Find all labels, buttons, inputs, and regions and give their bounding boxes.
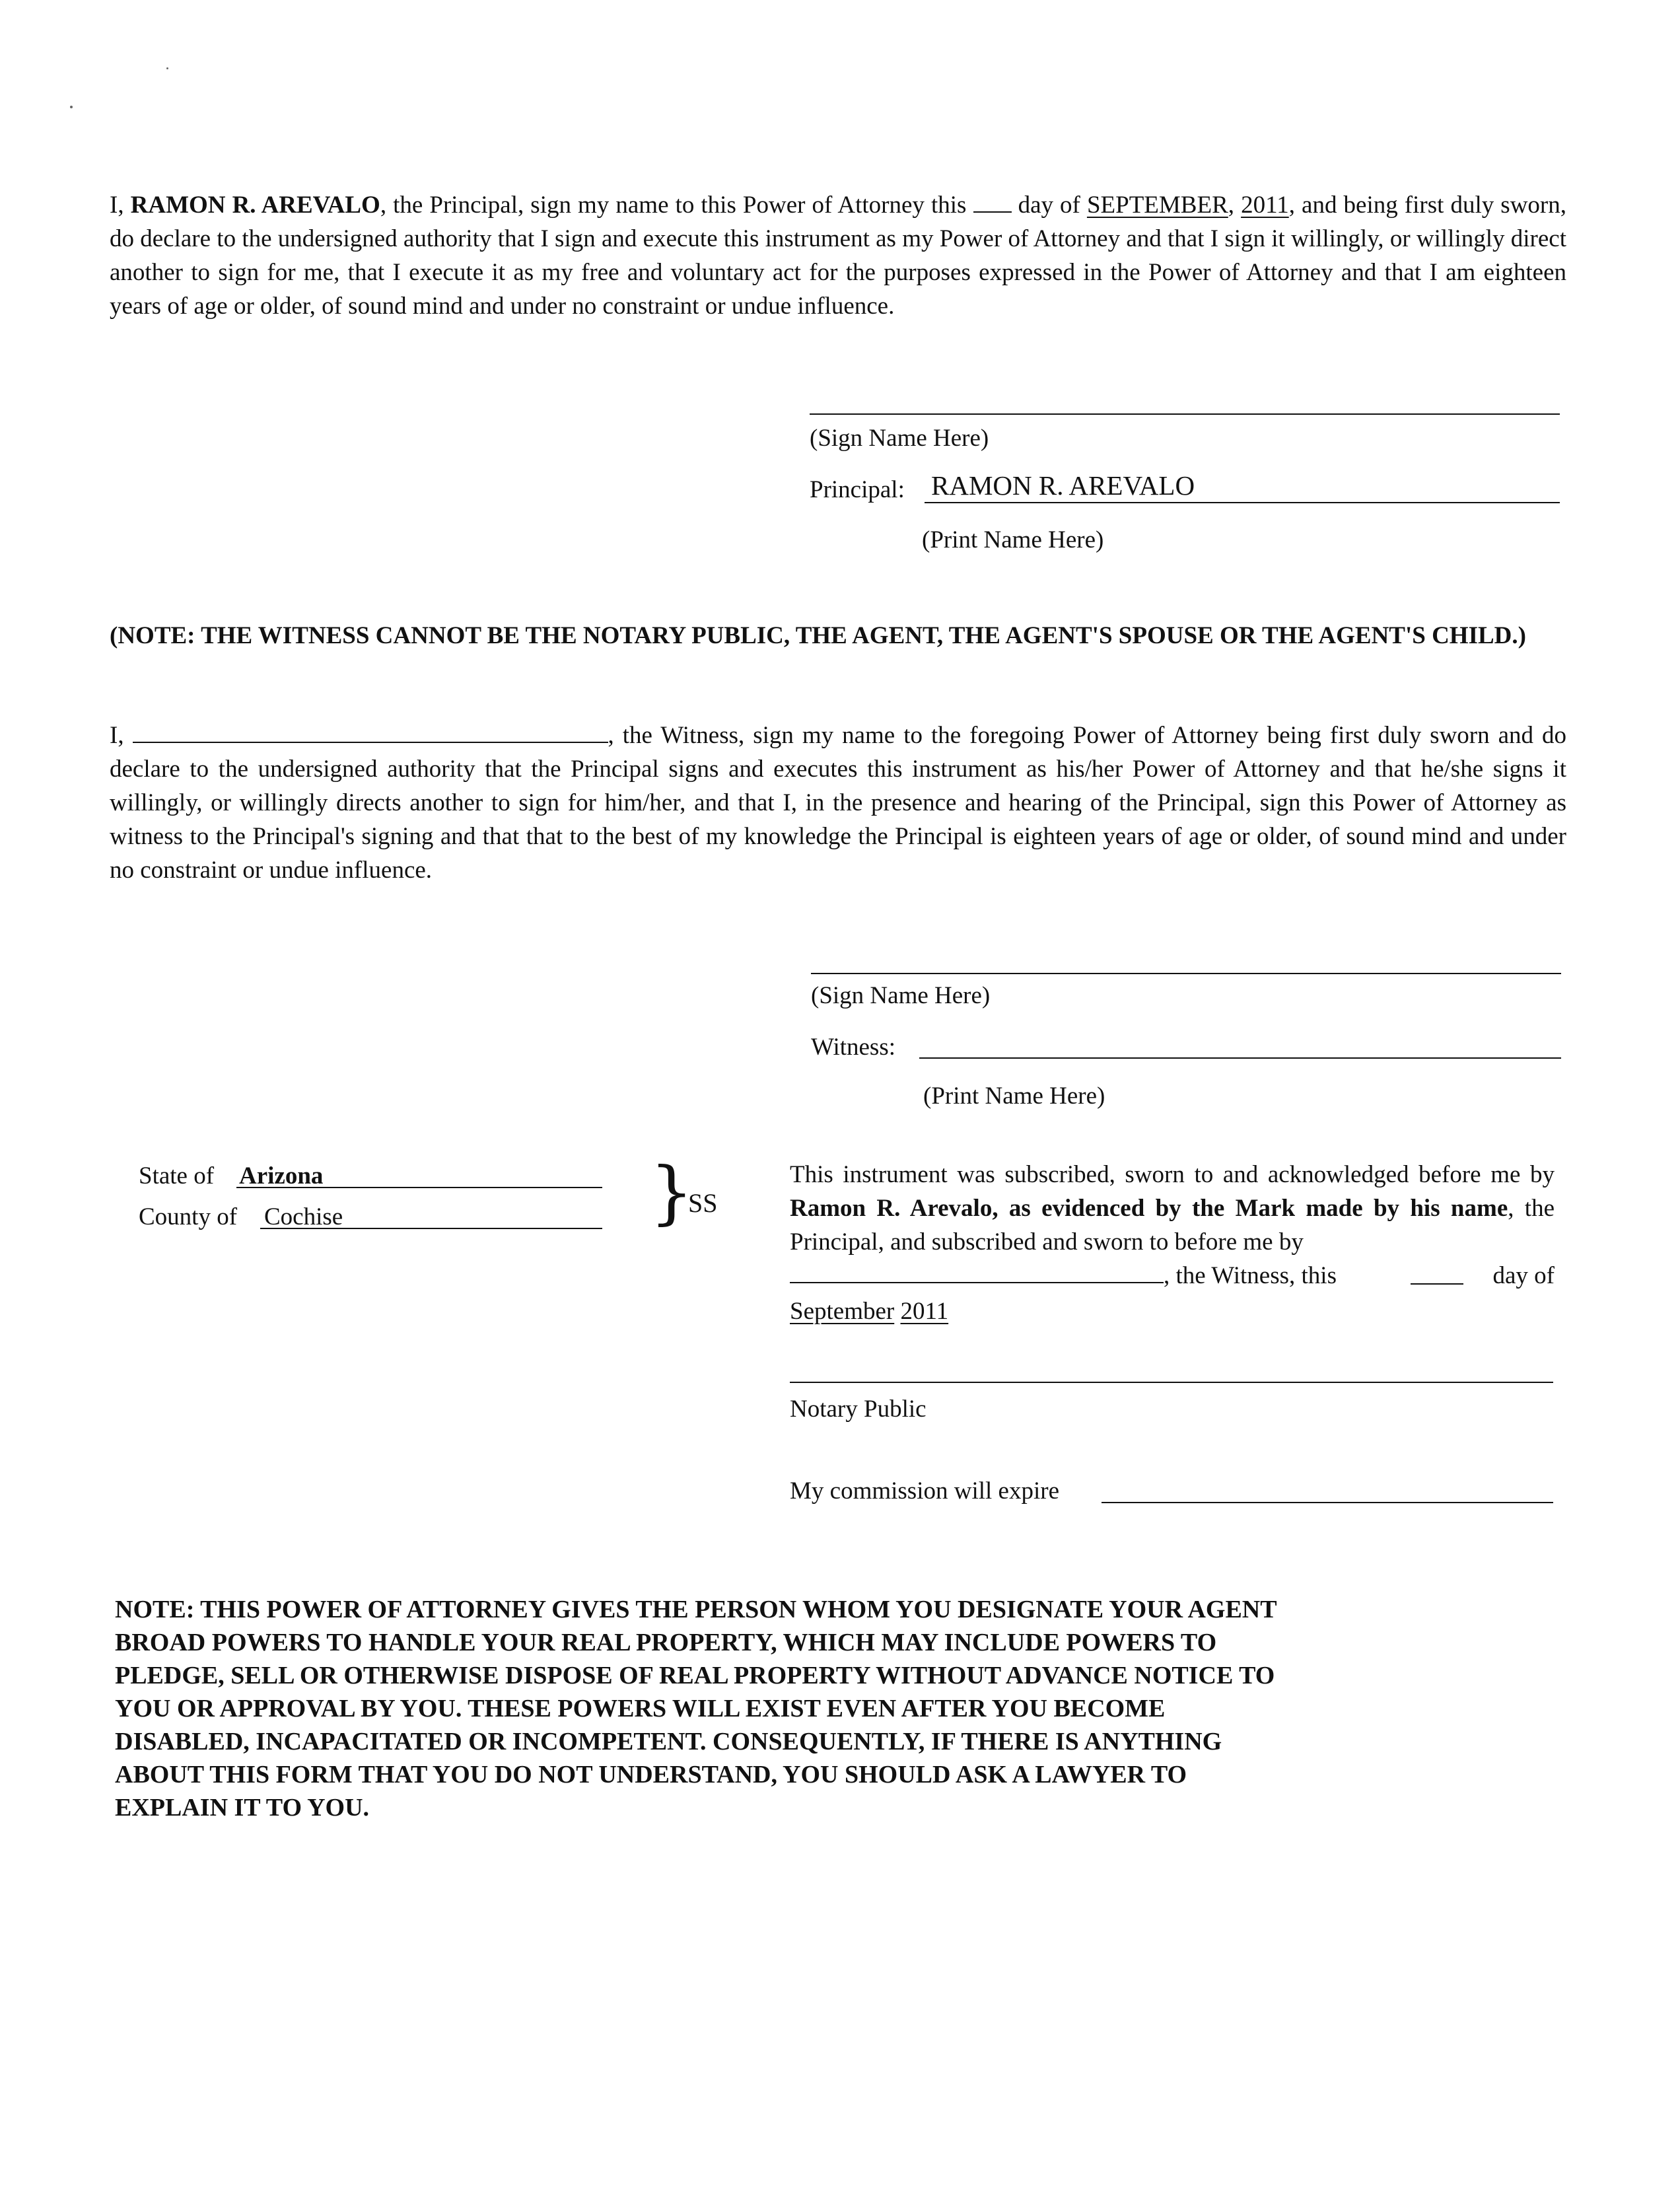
month-field: SEPTEMBER: [1086, 192, 1228, 219]
principal-signature-line[interactable]: [810, 413, 1560, 415]
county-label: County of: [139, 1203, 238, 1230]
witness-label: Witness:: [811, 1034, 896, 1061]
notary-date: [790, 1294, 948, 1328]
principal-sign-label: (Sign Name Here): [810, 425, 989, 452]
commission-label: My commission will expire: [790, 1477, 1059, 1505]
final-note-line: PLEDGE, SELL OR OTHERWISE DISPOSE OF REAL PROPERTY WITHOUT ADVANCE NOTICE TO: [115, 1662, 1275, 1689]
notary-witness-blank[interactable]: [790, 1261, 1164, 1283]
final-note-line: ABOUT THIS FORM THAT YOU DO NOT UNDERSTAND, YOU SHOULD ASK A LAWYER TO: [115, 1761, 1187, 1789]
scan-speck: [70, 106, 73, 108]
witness-name-blank[interactable]: [133, 721, 608, 743]
county-line[interactable]: [260, 1228, 602, 1229]
principal-print-line[interactable]: [925, 502, 1560, 503]
notary-signature-line[interactable]: [790, 1382, 1553, 1383]
state-label: State of: [139, 1162, 215, 1189]
notary-day-blank[interactable]: [1411, 1263, 1463, 1285]
witness-signature-line[interactable]: [811, 973, 1561, 974]
scan-speck: [166, 67, 168, 69]
final-note-line: NOTE: THIS POWER OF ATTORNEY GIVES THE PERSON WHOM YOU DESIGNATE YOUR AGENT: [115, 1596, 1277, 1623]
witness-note: (NOTE: THE WITNESS CANNOT BE THE NOTARY PUBLIC, THE AGENT, THE AGENT'S SPOUSE OR THE AGENT'S CHILD.): [110, 622, 1526, 649]
final-note-line: DISABLED, INCAPACITATED OR INCOMPETENT. CONSEQUENTLY, IF THERE IS ANYTHING: [115, 1728, 1222, 1755]
witness-declaration: I, , the Witness, sign my name to the foregoing Power of Attorney being first duly sworn and do declare to the undersigned authority that the Principal signs and executes this instrument as his/her Power of Attorney and that he/she signs it willingly, or willingly directs another to sign for him/her, and that I, in the presence and hearing of the Principal, sign this Power of Attorney as witness to the Principal's signing and that that to the best of my knowledge the Principal is eighteen years of age or older, of sound mind and under no constraint or undue influence.: [110, 722, 1566, 884]
final-note: [115, 1593, 1568, 1824]
notary-witness-row: , the Witness, this day of: [790, 1259, 1555, 1293]
notary-year: 2011: [900, 1298, 949, 1325]
witness-print-label: (Print Name Here): [923, 1082, 1105, 1110]
state-line[interactable]: [236, 1187, 602, 1188]
state-value: Arizona: [239, 1162, 324, 1189]
ss-brace: }: [650, 1152, 694, 1232]
day-blank[interactable]: [973, 191, 1012, 213]
final-note-line: BROAD POWERS TO HANDLE YOUR REAL PROPERTY, WHICH MAY INCLUDE POWERS TO: [115, 1629, 1217, 1656]
principal-declaration: I, RAMON R. AREVALO, the Principal, sign my name to this Power of Attorney this day of SEPTEMBER, 2011, and being first duly sworn, do declare to the undersigned authority that I sign and execute this instrument as my Power of Attorney and that I sign it willingly, or willingly direct another to sign for me, that I execute it as my free and voluntary act for the purposes expressed in the Power of Attorney and that I am eighteen years of age or older, of sound mind and under no constraint or undue influence.: [110, 192, 1566, 320]
witness-sign-label: (Sign Name Here): [811, 982, 991, 1009]
notary-month: September: [790, 1298, 895, 1325]
final-note-line: EXPLAIN IT TO YOU.: [115, 1794, 370, 1822]
commission-line[interactable]: [1102, 1502, 1553, 1503]
witness-print-line[interactable]: [919, 1057, 1561, 1059]
county-value: Cochise: [264, 1203, 343, 1230]
principal-name-inline: RAMON R. AREVALO: [130, 192, 380, 219]
year-field: 2011: [1241, 192, 1289, 219]
principal-print-label: (Print Name Here): [922, 526, 1104, 553]
ss-label: SS: [688, 1188, 718, 1218]
principal-label: Principal:: [810, 476, 905, 503]
notary-acknowledgment: This instrument was subscribed, sworn to and acknowledged before me by Ramon R. Arevalo, as evidenced by the Mark made by his name, the Principal, and subscribed and sworn to before me by: [790, 1161, 1555, 1256]
notary-public-label: Notary Public: [790, 1396, 927, 1423]
final-note-line: YOU OR APPROVAL BY YOU. THESE POWERS WILL EXIST EVEN AFTER YOU BECOME: [115, 1695, 1166, 1722]
notary-principal-mark: Ramon R. Arevalo, as evidenced by the Mark made by his name: [790, 1195, 1508, 1222]
principal-printed-name: RAMON R. AREVALO: [931, 470, 1195, 501]
